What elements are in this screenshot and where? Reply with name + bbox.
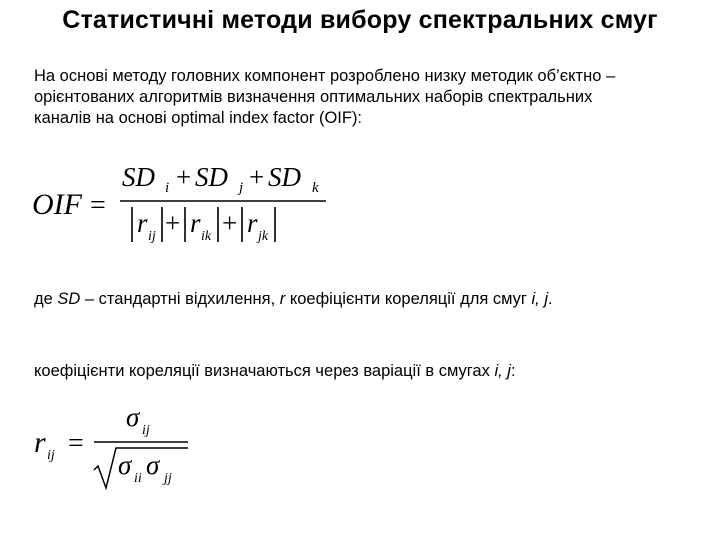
- definition-sd: SD: [57, 290, 81, 308]
- intro-line-1: На основі методу головних компонент розроблено низку методик об’єктно –: [34, 67, 616, 85]
- oif-den-sub-jk: jk: [258, 229, 269, 244]
- definition-middle: – стандартні відхилення,: [80, 290, 280, 308]
- oif-den-r-2: r: [190, 208, 201, 238]
- oif-den-sub-ij: ij: [148, 229, 156, 244]
- oif-num-sub-i: i: [165, 180, 170, 196]
- oif-num-plus-2: +: [249, 162, 265, 192]
- r-lhs: r: [34, 426, 46, 459]
- r-den-sigma-b: σ: [146, 450, 160, 480]
- oif-num-sub-k: k: [312, 180, 319, 196]
- intro-line-3: каналів на основі optimal index factor (OIF):: [34, 109, 363, 127]
- correlation-ij: i, j: [494, 362, 511, 380]
- oif-num-sd-3: SD: [268, 162, 301, 192]
- definition-line: [34, 289, 704, 310]
- oif-den-r-1: r: [137, 208, 148, 238]
- oif-equals: =: [90, 190, 106, 221]
- correlation-formula: [30, 404, 210, 494]
- definition-r: r: [279, 290, 286, 308]
- oif-den-plus-1: +: [165, 208, 181, 238]
- oif-den-sub-ik: ik: [201, 229, 212, 244]
- intro-paragraph: [34, 66, 704, 129]
- r-equals: =: [68, 428, 84, 459]
- oif-lhs: OIF: [32, 188, 82, 221]
- oif-num-sd-1: SD: [122, 162, 155, 192]
- definition-suffix: .: [548, 290, 553, 308]
- correlation-suffix: :: [510, 362, 516, 380]
- oif-num-sd-2: SD: [195, 162, 228, 192]
- r-num-sub: ij: [142, 423, 150, 438]
- r-den-sub-a: ii: [134, 471, 142, 486]
- definition-middle2: коефіцієнти кореляції для смуг: [285, 290, 532, 308]
- oif-formula: [30, 158, 330, 248]
- intro-line-2: орієнтованих алгоритмів визначення оптимальних наборів спектральних: [34, 88, 593, 106]
- r-lhs-sub: ij: [47, 448, 55, 463]
- r-den-sigma-a: σ: [118, 450, 132, 480]
- slide-title: Статистичні методи вибору спектральних смуг: [62, 6, 658, 34]
- definition-prefix: де: [34, 290, 58, 308]
- correlation-line: [34, 361, 704, 382]
- oif-den-plus-2: +: [222, 208, 238, 238]
- r-num-sigma: σ: [126, 404, 140, 432]
- oif-num-plus-1: +: [176, 162, 192, 192]
- definition-ij: i, j: [531, 290, 548, 308]
- correlation-text: коефіцієнти кореляції визначаються через варіації в смугах: [34, 362, 495, 380]
- oif-num-sub-j: j: [239, 180, 244, 196]
- r-den-sub-b: jj: [164, 471, 172, 486]
- oif-den-r-3: r: [247, 208, 258, 238]
